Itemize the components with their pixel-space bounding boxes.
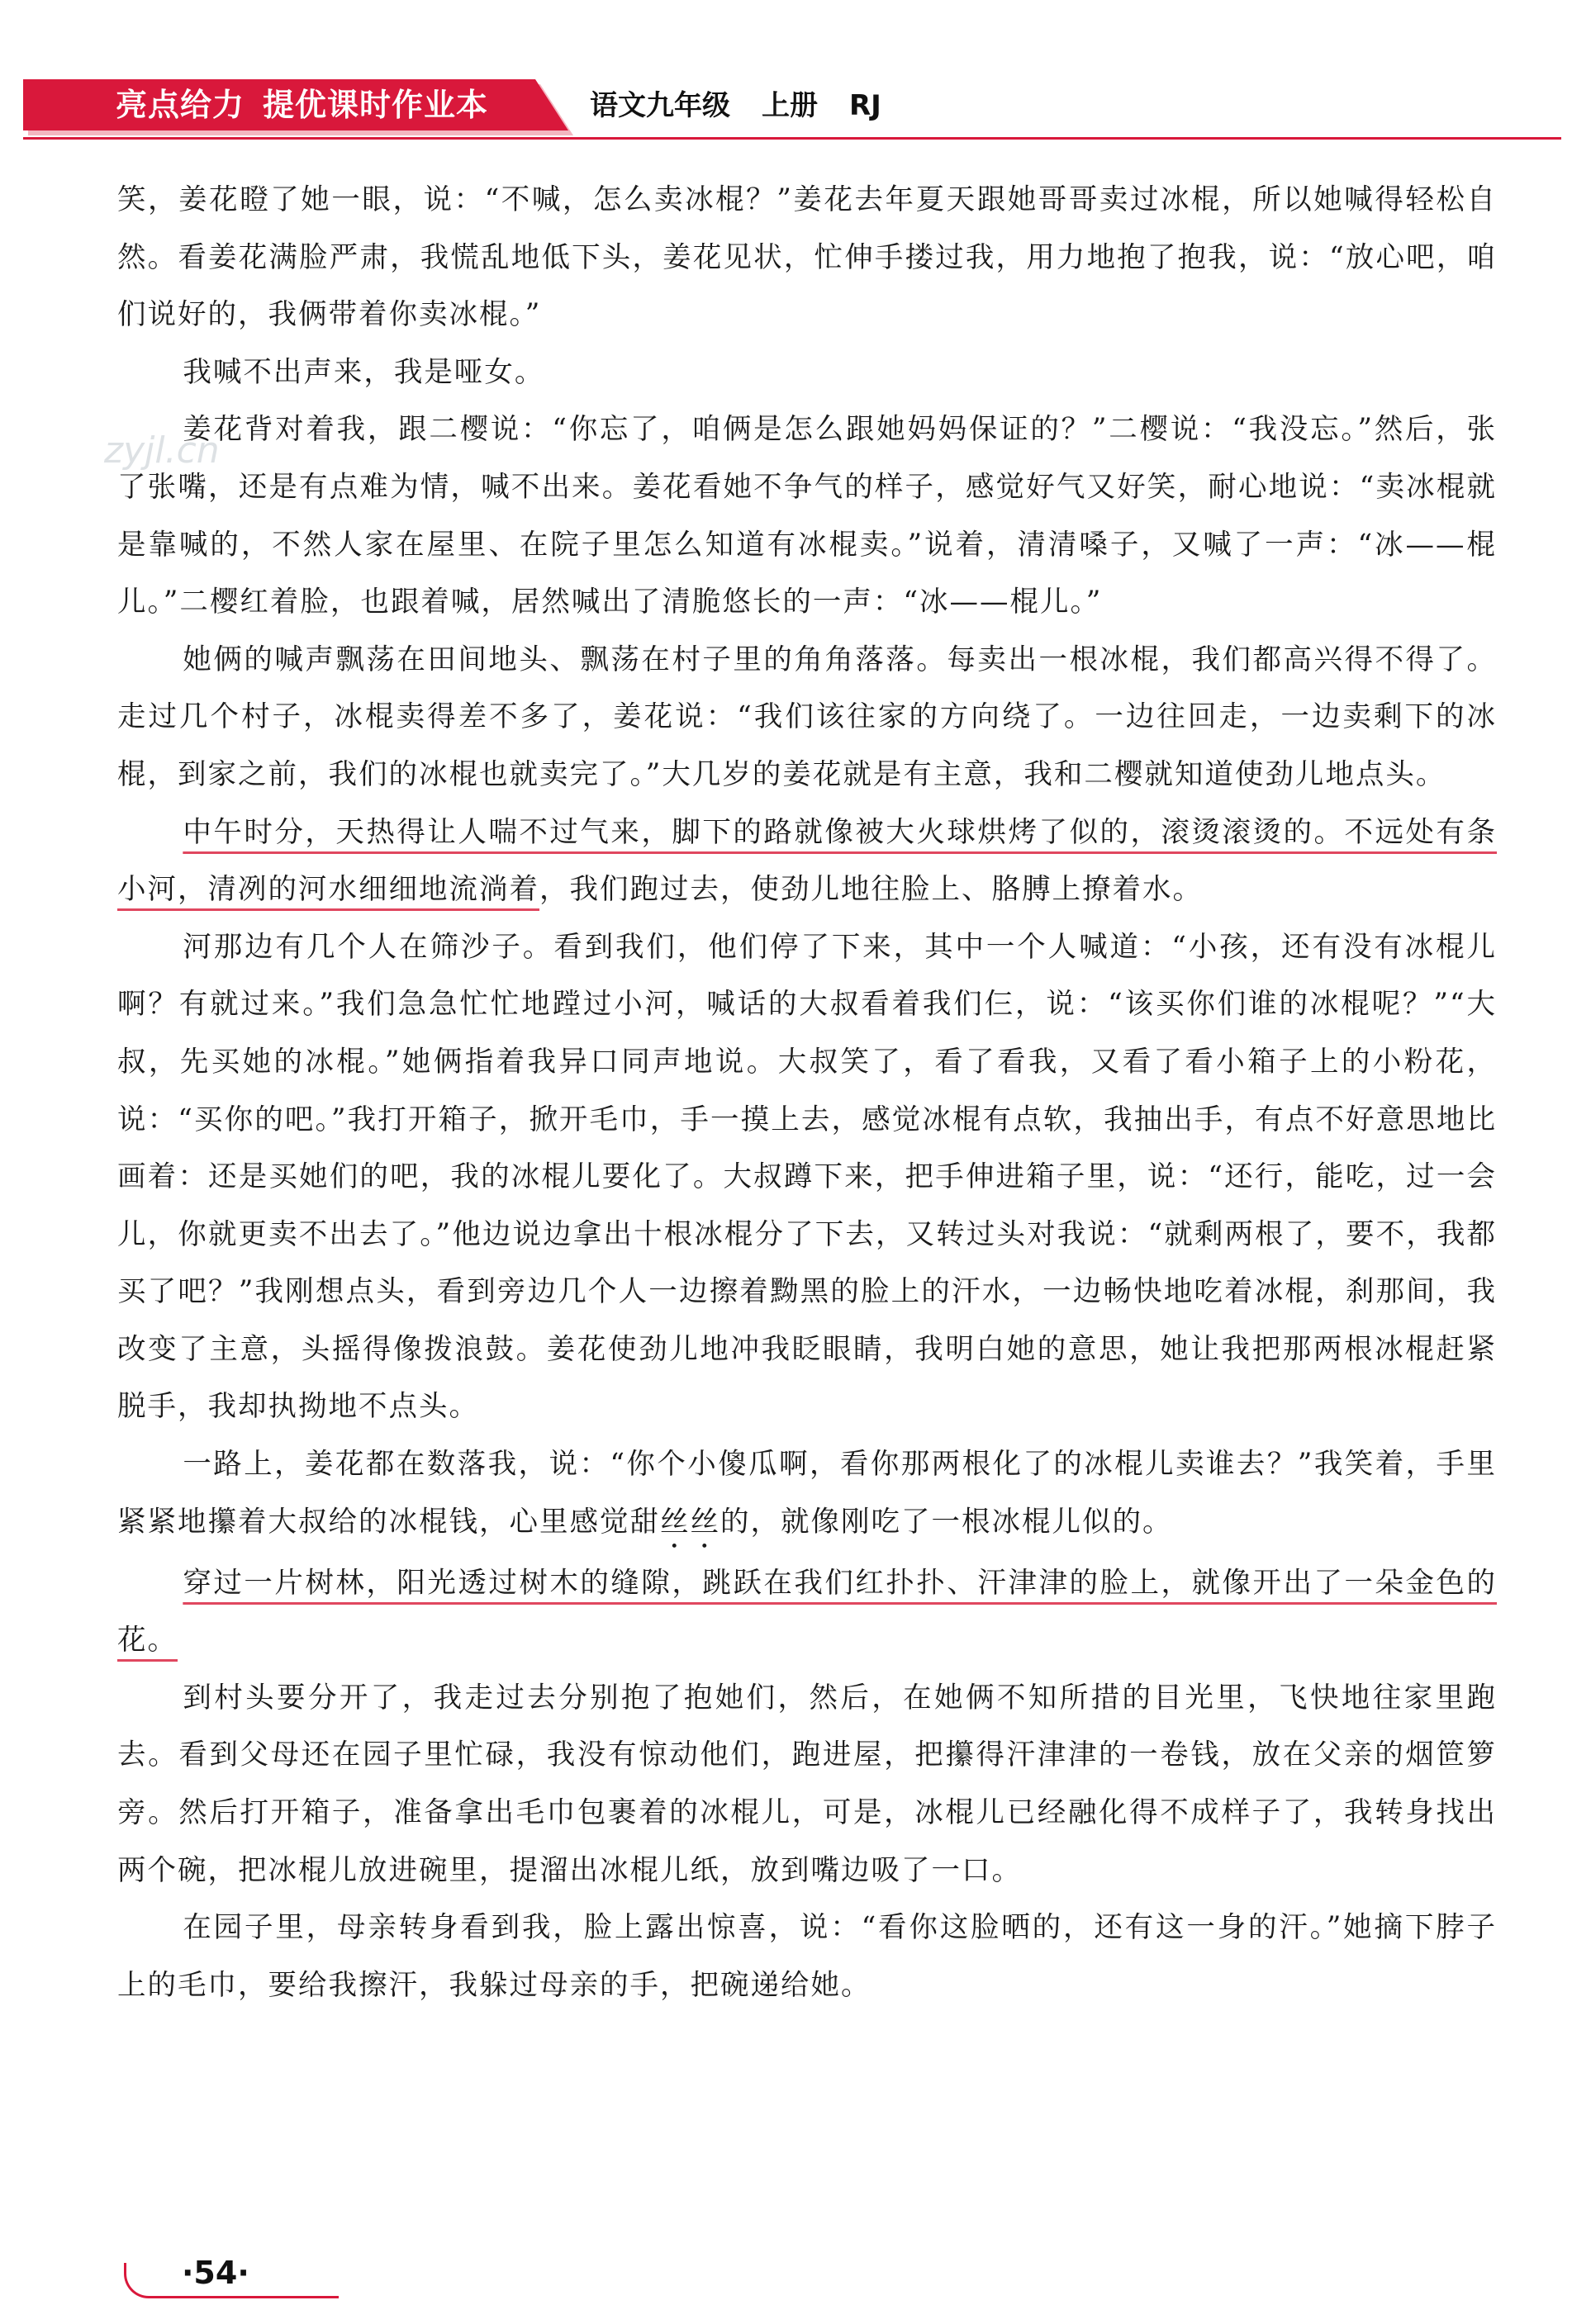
page-footer	[124, 2255, 372, 2304]
watermark: zyjl.cn	[104, 429, 220, 472]
paragraph-3	[117, 401, 1497, 631]
paragraph-10	[117, 1900, 1497, 2014]
paragraph-text: 到村头要分开了，我走过去分别抱了抱她们，然后，在她俩不知所措的目光里，飞快地往家里跑去。看到父母还在园子里忙碌，我没有惊动他们，跑进屋，把攥得汗津津的一卷钱，放在父亲的烟笸箩旁。然后打开箱子，准备拿出毛巾包裹着的冰棍儿，可是，冰棍儿已经融化得不成样子了，我转身找出两个碗，把冰棍儿放进碗里，提溜出冰棍儿纸，放到嘴边吸了一口。	[117, 1681, 1497, 1887]
paragraph-5	[117, 804, 1497, 919]
paragraph-1	[117, 172, 1497, 344]
footer-ornament	[124, 2263, 176, 2298]
footer-rule	[173, 2296, 339, 2298]
paragraph-8	[117, 1555, 1497, 1670]
underlined-sentence: 穿过一片树林，阳光透过树木的缝隙，跳跃在我们红扑扑、汗津津的脸上，就像开出了一朵金色的花。	[117, 1566, 1497, 1658]
paragraph-text: 一路上，姜花都在数落我，说：“你个小傻瓜啊，看你那两根化了的冰棍儿卖谁去？”我笑着，手里紧紧地攥着大叔给的冰棍钱，心里感觉甜	[117, 1448, 1497, 1539]
paragraph-7	[117, 1436, 1497, 1555]
page-header	[23, 79, 1561, 139]
paragraph-text: 姜花背对着我，跟二樱说：“你忘了，咱俩是怎么跟她妈妈保证的？”二樱说：“我没忘。”然后，张了张嘴，还是有点难为情，喊不出来。姜花看她不争气的样子，感觉好气又好笑，耐心地说：“卖冰棍就是靠喊的，不然人家在屋里、在院子里怎么知道有冰棍卖。”说着，清清嗓子，又喊了一声：“冰——棍儿。”二樱红着脸，也跟着喊，居然喊出了清脆悠长的一声：“冰——棍儿。”	[117, 413, 1497, 619]
subject-info	[590, 83, 913, 129]
paragraph-6	[117, 919, 1497, 1436]
header-rule	[23, 137, 1561, 140]
emphasized-word: 丝丝	[660, 1505, 720, 1539]
subject-volume: 上册	[762, 89, 818, 122]
paragraph-text: 她俩的喊声飘荡在田间地头、飘荡在村子里的角角落落。每卖出一根冰棍，我们都高兴得不得了。走过几个村子，冰棍卖得差不多了，姜花说：“我们该往家的方向绕了。一边往回走，一边卖剩下的冰棍，到家之前，我们的冰棍也就卖完了。”大几岁的姜花就是有主意，我和二樱就知道使劲儿地点头。	[117, 643, 1497, 791]
paragraph-text: 我喊不出声来，我是哑女。	[183, 355, 545, 389]
paragraph-text: 河那边有几个人在筛沙子。看到我们，他们停了下来，其中一个人喊道：“小孩，还有没有冰棍儿啊？有就过来。”我们急急忙忙地蹚过小河，喊话的大叔看着我们仨，说：“该买你们谁的冰棍呢？”“大叔，先买她的冰棍。”她俩指着我异口同声地说。大叔笑了，看了看我，又看了看小箱子上的小粉花，说：“买你的吧。”我打开箱子，掀开毛巾，手一摸上去，感觉冰棍有点软，我抽出手，有点不好意思地比画着：还是买她们的吧，我的冰棍儿要化了。大叔蹲下来，把手伸进箱子里，说：“还行，能吃，过一会儿，你就更卖不出去了。”他边说边拿出十根冰棍分了下去，又转过头对我说：“就剩两根了，要不，我都买了吧？”我刚想点头，看到旁边几个人一边擦着黝黑的脸上的汗水，一边畅快地吃着冰棍，刹那间，我改变了主意，头摇得像拨浪鼓。姜花使劲儿地冲我眨眼睛，我明白她的意思，她让我把那两根冰棍赶紧脱手，我却执拗地不点头。	[117, 930, 1497, 1424]
subject-edition: RJ	[849, 89, 881, 122]
brand-sub: 提优课时作业本	[263, 87, 489, 123]
paragraph-text: 的，就像刚吃了一根冰棍儿似的。	[720, 1505, 1173, 1539]
paragraph-text: ，我们跑过去，使劲儿地往脸上、胳膊上撩着水。	[539, 873, 1203, 907]
paragraph-2	[117, 344, 1497, 402]
article-body	[117, 172, 1497, 2014]
paragraph-4	[117, 632, 1497, 804]
brand-main: 亮点给力	[116, 87, 245, 123]
paragraph-text: 笑，姜花瞪了她一眼，说：“不喊，怎么卖冰棍？”姜花去年夏天跟她哥哥卖过冰棍，所以她喊得轻松自然。看姜花满脸严肃，我慌乱地低下头，姜花见状，忙伸手搂过我，用力地抱了抱我，说：“放心吧，咱们说好的，我俩带着你卖冰棍。”	[117, 183, 1497, 332]
series-title	[116, 84, 488, 126]
subject-grade: 语文九年级	[590, 89, 730, 122]
paragraph-text: 在园子里，母亲转身看到我，脸上露出惊喜，说：“看你这脸晒的，还有这一身的汗。”她摘下脖子上的毛巾，要给我擦汗，我躲过母亲的手，把碗递给她。	[117, 1911, 1497, 2002]
underlined-sentence: 中午时分，天热得让人喘不过气来，脚下的路就像被大火球烘烤了似的，滚烫滚烫的。不远处有条小河，清冽的河水细细地流淌着	[117, 815, 1497, 907]
page-number: ·54·	[182, 2255, 249, 2291]
paragraph-9	[117, 1670, 1497, 1900]
